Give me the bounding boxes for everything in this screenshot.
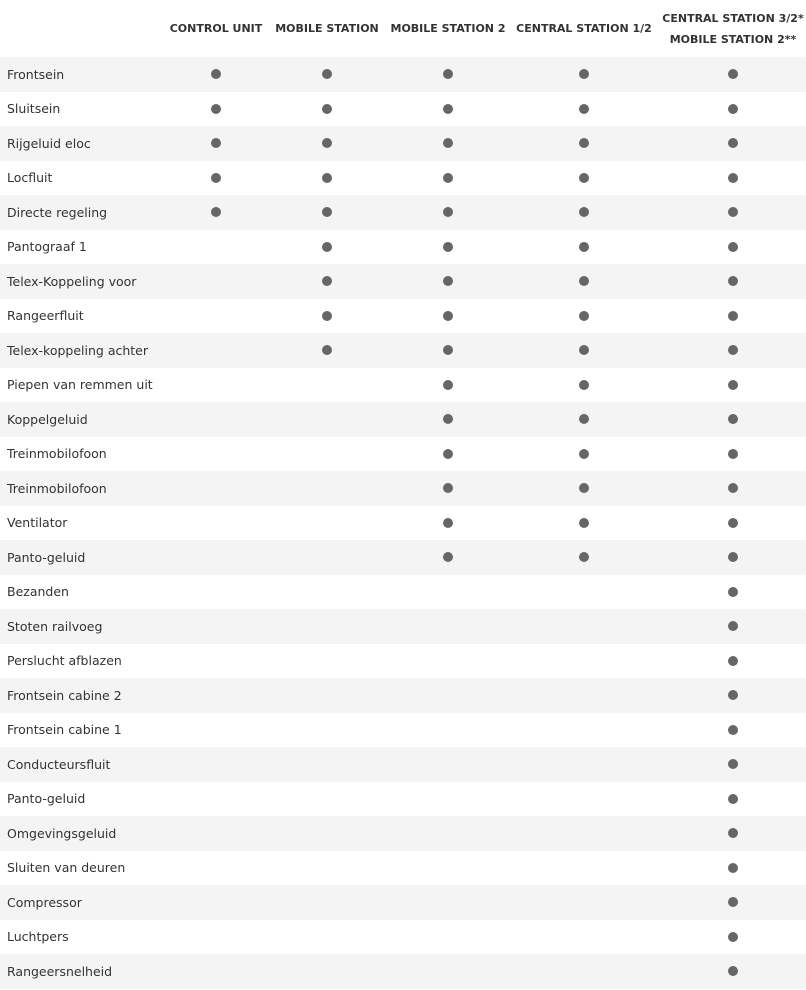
supported-dot-icon — [728, 69, 738, 79]
supported-dot-icon — [443, 380, 453, 390]
supported-dot-icon — [443, 449, 453, 459]
function-label: Perslucht afblazen — [7, 653, 122, 669]
table-row — [0, 437, 806, 472]
column-header-text: CENTRAL STATION 1/2 — [516, 22, 652, 35]
column-header — [658, 0, 806, 57]
function-label: Frontsein — [7, 66, 65, 82]
function-label: Bezanden — [7, 584, 69, 600]
supported-dot-icon — [579, 518, 589, 528]
supported-dot-icon — [579, 449, 589, 459]
function-label: Omgevingsgeluid — [7, 825, 117, 841]
table-body — [0, 57, 806, 989]
function-label: Panto-geluid — [7, 791, 86, 807]
column-header-text: MOBILE STATION 2 — [390, 22, 506, 35]
supported-dot-icon — [579, 138, 589, 148]
supported-dot-icon — [443, 552, 453, 562]
supported-dot-icon — [443, 138, 453, 148]
table-row — [0, 230, 806, 265]
supported-dot-icon — [728, 242, 738, 252]
supported-dot-icon — [322, 69, 332, 79]
table-row — [0, 126, 806, 161]
function-label: Frontsein cabine 1 — [7, 722, 122, 738]
function-label: Conducteursfluit — [7, 756, 111, 772]
supported-dot-icon — [322, 276, 332, 286]
supported-dot-icon — [728, 380, 738, 390]
supported-dot-icon — [322, 242, 332, 252]
supported-dot-icon — [322, 311, 332, 321]
supported-dot-icon — [728, 311, 738, 321]
supported-dot-icon — [579, 345, 589, 355]
function-label: Ventilator — [7, 515, 68, 531]
supported-dot-icon — [579, 207, 589, 217]
supported-dot-icon — [443, 345, 453, 355]
function-label: Rangeerfluit — [7, 308, 84, 324]
table-row — [0, 609, 806, 644]
function-label: Locfluit — [7, 170, 53, 186]
supported-dot-icon — [579, 104, 589, 114]
supported-dot-icon — [579, 69, 589, 79]
supported-dot-icon — [443, 414, 453, 424]
table-row — [0, 644, 806, 679]
supported-dot-icon — [579, 483, 589, 493]
supported-dot-icon — [728, 966, 738, 976]
function-label: Pantograaf 1 — [7, 239, 87, 255]
supported-dot-icon — [728, 828, 738, 838]
supported-dot-icon — [443, 518, 453, 528]
supported-dot-icon — [728, 932, 738, 942]
supported-dot-icon — [579, 276, 589, 286]
table-header-row — [0, 0, 806, 57]
function-label: Sluitsein — [7, 101, 61, 117]
supported-dot-icon — [728, 587, 738, 597]
table-row — [0, 333, 806, 368]
function-label: Telex-Koppeling voor — [7, 273, 137, 289]
column-header — [156, 0, 276, 57]
supported-dot-icon — [443, 104, 453, 114]
column-header-text: CENTRAL STATION 3/2* — [662, 11, 804, 25]
function-label: Directe regeling — [7, 204, 108, 220]
supported-dot-icon — [728, 207, 738, 217]
table-row — [0, 161, 806, 196]
supported-dot-icon — [728, 690, 738, 700]
supported-dot-icon — [728, 759, 738, 769]
supported-dot-icon — [728, 863, 738, 873]
table-row — [0, 299, 806, 334]
function-label: Treinmobilofoon — [7, 446, 107, 462]
table-row — [0, 92, 806, 127]
supported-dot-icon — [211, 138, 221, 148]
column-header-text: MOBILE STATION — [275, 22, 379, 35]
function-label: Piepen van remmen uit — [7, 377, 153, 393]
supported-dot-icon — [579, 380, 589, 390]
table-row — [0, 954, 806, 989]
function-label: Koppelgeluid — [7, 411, 88, 427]
supported-dot-icon — [579, 552, 589, 562]
table-row — [0, 678, 806, 713]
column-header-text: CONTROL UNIT — [169, 22, 263, 35]
supported-dot-icon — [728, 725, 738, 735]
function-label: Frontsein cabine 2 — [7, 687, 122, 703]
table-row — [0, 851, 806, 886]
table-row — [0, 920, 806, 955]
function-label: Rijgeluid eloc — [7, 135, 91, 151]
supported-dot-icon — [443, 69, 453, 79]
column-header-text: MOBILE STATION 2** — [669, 32, 797, 46]
table-row — [0, 540, 806, 575]
supported-dot-icon — [443, 207, 453, 217]
supported-dot-icon — [443, 173, 453, 183]
supported-dot-icon — [443, 242, 453, 252]
supported-dot-icon — [579, 311, 589, 321]
supported-dot-icon — [728, 173, 738, 183]
table-row — [0, 402, 806, 437]
supported-dot-icon — [322, 207, 332, 217]
supported-dot-icon — [443, 276, 453, 286]
supported-dot-icon — [579, 173, 589, 183]
function-label: Sluiten van deuren — [7, 860, 126, 876]
column-header — [388, 0, 508, 57]
table-row — [0, 57, 806, 92]
supported-dot-icon — [728, 345, 738, 355]
supported-dot-icon — [579, 242, 589, 252]
table-row — [0, 782, 806, 817]
function-label: Panto-geluid — [7, 549, 86, 565]
supported-dot-icon — [211, 69, 221, 79]
supported-dot-icon — [728, 276, 738, 286]
table-row — [0, 471, 806, 506]
supported-dot-icon — [728, 449, 738, 459]
function-label: Telex-koppeling achter — [7, 342, 149, 358]
table-row — [0, 506, 806, 541]
supported-dot-icon — [322, 173, 332, 183]
function-label: Compressor — [7, 894, 82, 910]
supported-dot-icon — [728, 483, 738, 493]
table-row — [0, 264, 806, 299]
supported-dot-icon — [728, 104, 738, 114]
supported-dot-icon — [728, 518, 738, 528]
supported-dot-icon — [728, 552, 738, 562]
table-row — [0, 885, 806, 920]
column-header — [514, 0, 654, 57]
supported-dot-icon — [443, 483, 453, 493]
supported-dot-icon — [728, 414, 738, 424]
table-row — [0, 816, 806, 851]
supported-dot-icon — [322, 345, 332, 355]
table-row — [0, 575, 806, 610]
supported-dot-icon — [728, 656, 738, 666]
supported-dot-icon — [443, 311, 453, 321]
table-row — [0, 195, 806, 230]
function-label: Treinmobilofoon — [7, 480, 107, 496]
supported-dot-icon — [728, 138, 738, 148]
supported-dot-icon — [728, 621, 738, 631]
supported-dot-icon — [728, 897, 738, 907]
supported-dot-icon — [322, 104, 332, 114]
supported-dot-icon — [211, 173, 221, 183]
table-row — [0, 713, 806, 748]
supported-dot-icon — [728, 794, 738, 804]
supported-dot-icon — [579, 414, 589, 424]
column-header — [272, 0, 382, 57]
table-row — [0, 747, 806, 782]
supported-dot-icon — [211, 104, 221, 114]
function-label: Rangeersnelheid — [7, 963, 113, 979]
function-label: Luchtpers — [7, 929, 69, 945]
supported-dot-icon — [322, 138, 332, 148]
supported-dot-icon — [211, 207, 221, 217]
function-label: Stoten railvoeg — [7, 618, 103, 634]
table-row — [0, 368, 806, 403]
